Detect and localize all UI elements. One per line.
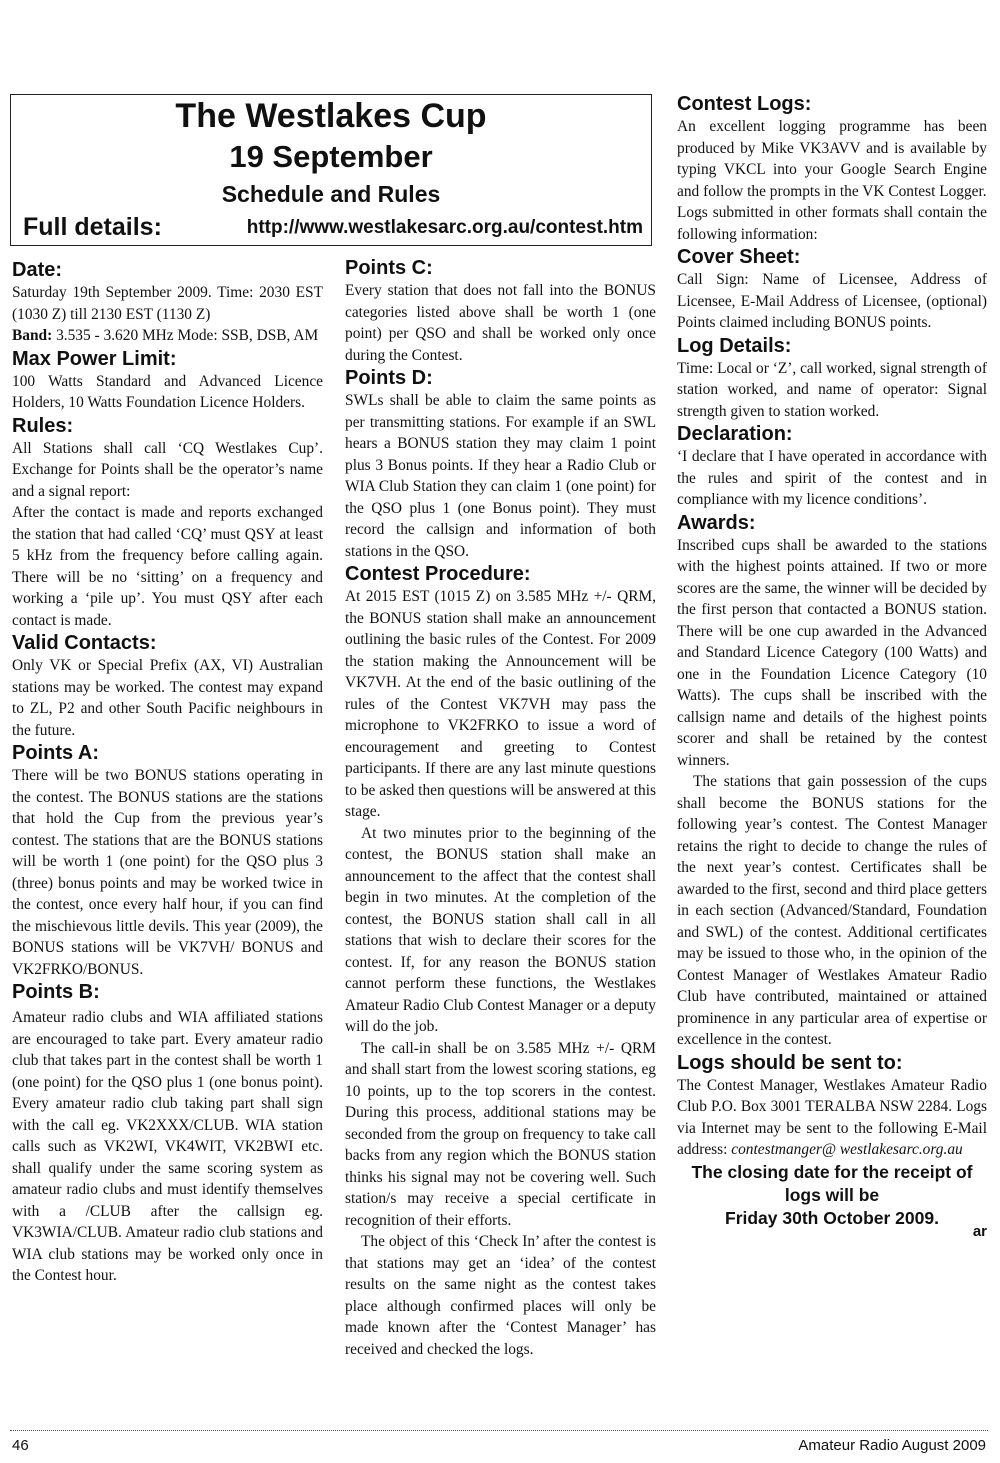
date-text: Saturday 19th September 2009. Time: 2030 EST (1030 Z) till 2130 EST (1130 Z) [12, 284, 323, 323]
closing-notice: The closing date for the receipt of logs will be [691, 1161, 973, 1205]
rules-text-1: All Stations shall call ‘CQ Westlakes Cup’. Exchange for Points shall be the operator’s name and a signal report: [12, 439, 323, 500]
magazine-issue: Amateur Radio August 2009 [798, 1437, 986, 1454]
points-c-text: Every station that does not fall into the BONUS categories listed above shall be worth 1 (one point) per QSO and shall be worked only once during the Contest. [345, 282, 656, 364]
points-d-heading: Points D: [345, 367, 433, 389]
points-b-text: Amateur radio clubs and WIA affiliated stations are encouraged to take part. Every amateur radio club that takes part in the contest shall be worth 1 (one point) for the QSO plus 1 (one bonus point). Every amateur radio club taking part shall sign with the call eg. VK2XXX/CLUB. WIA station calls such as VK2WI, VK4WIT, VK2BWI etc. shall qualify under the same scoring system as amateur radio clubs and must identify themselves with a /CLUB after the callsign eg. VK3WIA/CLUB. Amateur radio club stations and WIA club stations may be worked only once in the Contest hour. [12, 1009, 323, 1284]
band-label: Band: [12, 327, 53, 344]
contest-procedure-heading: Contest Procedure: [345, 563, 531, 585]
band-text [12, 325, 323, 347]
column-3 [677, 92, 987, 1239]
declaration-heading: Declaration: [677, 423, 793, 445]
logs-address: The Contest Manager, Westlakes Amateur Radio Club P.O. Box 3001 TERALBA NSW 2284. Logs via Internet may be sent to the following E-Mail address: [677, 1076, 987, 1158]
procedure-text-3: The call-in shall be on 3.585 MHz +/- QRM and shall start from the lowest scoring stations, eg 10 points, up to the top scorers in the contest. During this process, additional stations may be seconded from the group on frequency to take call backs from any region which the BONUS station thinks his signal may not be covering well. Such station/s may receive a special certificate in recognition of their efforts. [345, 1039, 656, 1229]
column-1 [12, 258, 323, 1287]
column-2 [345, 256, 656, 1360]
band-value: 3.535 - 3.620 MHz Mode: SSB, DSB, AM [52, 327, 319, 344]
closing-date: Friday 30th October 2009. [725, 1207, 939, 1228]
email-address: contestmanger@ westlakesarc.org.au [731, 1141, 963, 1158]
procedure-text-1: At 2015 EST (1015 Z) on 3.585 MHz +/- QRM, the BONUS station shall make an announcement outlining the basic rules of the Contest. For 2009 the station making the Announcement will be VK7VH. At the end of the basic outlining of the rules of the Contest VK7VH may pass the microphone to VK2FRKO to issue a word of encouragement and greeting to Contest participants. If there are any last minute questions to be asked then questions will be answered at this stage. [345, 588, 656, 820]
cover-sheet-heading: Cover Sheet: [677, 246, 801, 268]
log-details-text: Time: Local or ‘Z’, call worked, signal strength of station worked, and name of operator: Signal strength given to station worked. [677, 359, 987, 420]
full-details-label: Full details: [23, 213, 162, 241]
end-mark: ar [972, 1222, 987, 1240]
power-text: 100 Watts Standard and Advanced Licence Holders, 10 Watts Foundation Licence Holders. [12, 372, 323, 411]
article-title: The Westlakes Cup [175, 97, 487, 135]
valid-contacts-heading: Valid Contacts: [12, 632, 157, 654]
details-url: http://www.westlakesarc.org.au/contest.htm [246, 217, 643, 238]
procedure-text-4: The object of this ‘Check In’ after the contest is that stations may get an ‘idea’ of the contest results on the same night as the contest takes place although confirmed places will only be made known after the ‘Contest Manager’ has received and checked the logs. [345, 1233, 656, 1358]
points-c-heading: Points C: [345, 257, 433, 279]
awards-text-1: Inscribed cups shall be awarded to the stations with the highest points attained. If two or more scores are the same, the winner will be decided by the first person that contacted a BONUS station. There will be one cup awarded in the Advanced and Standard Licence Category (100 Watts) and one in the Foundation Licence Category (10 Watts). The cups shall be inscribed with the callsign name and details of the highest points scorer and shall be retained by the contest winners. [677, 536, 987, 769]
points-d-text: SWLs shall be able to claim the same points as per transmitting stations. For example if an SWL hears a BONUS station they may claim 1 point plus 3 Bonus points. If they hear a Radio Club or WIA Club Station they can claim 1 (one point) for the QSO plus 1 (one Bonus point). They must record the callsign and information of both stations in the QSO. [345, 392, 656, 560]
awards-heading: Awards: [677, 511, 756, 534]
date-heading: Date: [12, 259, 63, 281]
points-a-heading: Points A: [12, 742, 100, 764]
logs-sent-heading: Logs should be sent to: [677, 1051, 903, 1074]
event-date: 19 September [229, 139, 433, 174]
declaration-text: ‘I declare that I have operated in accordance with the rules and spirit of the contest and in compliance with my licence conditions’. [677, 448, 987, 508]
footer-rule [10, 1430, 988, 1431]
points-a-text: There will be two BONUS stations operating in the contest. The BONUS stations are the stations that hold the Cup from the previous year’s contest. The stations that are the BONUS stations will be worth 1 (one point) for the QSO plus 3 (three) bonus points and may be worked twice in the contest, once every half hour, if you can find the mischievous little devils. This year (2009), the BONUS stations will be VK7VH/ BONUS and VK2FRKO/BONUS. [12, 767, 323, 978]
rules-text-2: After the contact is made and reports exchanged the station that had called ‘CQ’ must QSY at least 5 kHz from the frequency before calling again. There will be no ‘sitting’ on a frequency and working a ‘pile up’. You must QSY after each contact is made. [12, 504, 323, 629]
valid-contacts-text: Only VK or Special Prefix (AX, VI) Australian stations may be worked. The contest may expand to ZL, P2 and other South Pacific neighbours in the future. [12, 657, 323, 739]
points-b-heading: Points B: [12, 981, 100, 1003]
article-subtitle: Schedule and Rules [221, 181, 441, 207]
power-heading: Max Power Limit: [12, 347, 177, 370]
title-box [10, 94, 652, 246]
log-details-heading: Log Details: [677, 334, 792, 357]
procedure-text-2: At two minutes prior to the beginning of the contest, the BONUS station shall make an announcement to the affect that the contest shall begin in two minutes. At the completion of the contest, the BONUS station shall call in all stations that wish to declare their scores for the contest. If, for any reason the BONUS station cannot perform these functions, the Westlakes Amateur Radio Club Contest Manager or a deputy will do the job. [345, 824, 656, 1035]
contest-logs-text-2: Logs submitted in other formats shall contain the following information: [677, 204, 987, 243]
rules-heading: Rules: [12, 414, 74, 437]
contest-logs-heading: Contest Logs: [677, 93, 812, 115]
cover-sheet-text: Call Sign: Name of Licensee, Address of Licensee, E-Mail Address of Licensee, (optional) Points claimed including BONUS points. [677, 271, 987, 331]
logs-sent-text [677, 1075, 987, 1161]
page-number: 46 [12, 1437, 29, 1454]
contest-logs-text-1: An excellent logging programme has been produced by Mike VK3AVV and is available by typing VKCL into your Google Search Engine and follow the prompts in the VK Contest Logger. [677, 118, 987, 200]
awards-text-2: The stations that gain possession of the cups shall become the BONUS stations for the following year’s contest. The Contest Manager retains the right to decide to change the rules of the next year’s contest. Certificates shall be awarded to the first, second and third place getters in each section (Advanced/Standard, Foundation and SWL) of the contest. Additional certificates may be issued to those who, in the opinion of the Contest Manager of Westlakes Amateur Radio Club have contributed, maintained or attained prominence in any particular area of expertise or excellence in the contest. [677, 773, 987, 1048]
